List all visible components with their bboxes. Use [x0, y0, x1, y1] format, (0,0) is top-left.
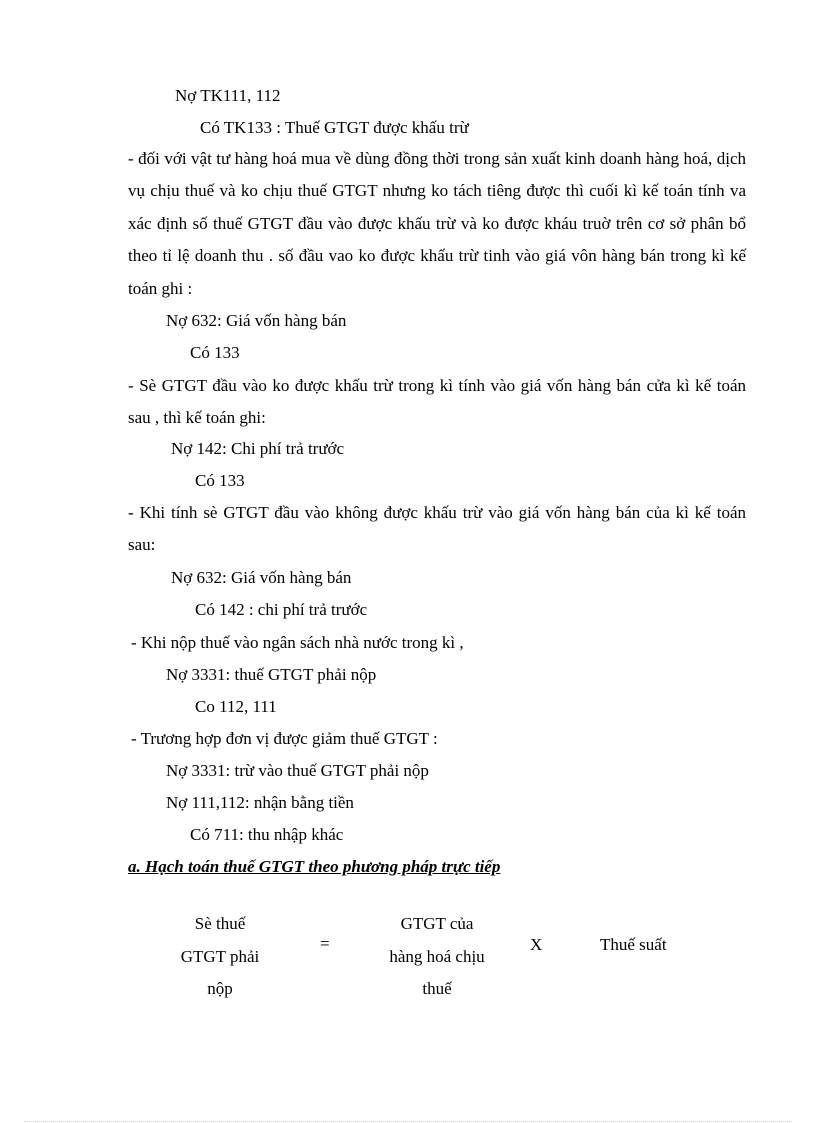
formula-times-sign: X: [530, 935, 543, 954]
formula-right-term: Thuế suất: [600, 935, 667, 954]
formula-equals-sign: =: [320, 934, 330, 953]
formula-left-line-1: Sè thuế: [194, 914, 246, 933]
formula-left-line-2: GTGT phải: [180, 946, 260, 966]
entry-co-711: Có 711: thu nhập khác: [190, 825, 344, 844]
entry-no-111-112: Nợ 111,112: nhận bằng tiền: [166, 793, 354, 812]
formula-left-line-3: nộp: [207, 979, 233, 998]
formula-left-term: [160, 908, 280, 1006]
formula-middle-line-1: GTGT của: [400, 914, 474, 933]
page-bottom-rule: [24, 1121, 792, 1122]
paragraph-nop-thue: - Khi nộp thuế vào ngân sách nhà nước trong kì ,: [131, 633, 464, 652]
entry-no-632-a: Nợ 632: Giá vốn hàng bán: [166, 311, 347, 330]
formula-middle-term: [372, 908, 502, 1006]
entry-no-142: Nợ 142: Chi phí trả trước: [171, 439, 345, 458]
formula-middle-line-2: hàng hoá chịu: [389, 946, 485, 966]
entry-no-3331-b: Nợ 3331: trừ vào thuế GTGT phải nộp: [166, 761, 429, 780]
entry-co-tk133: Có TK133 : Thuế GTGT được khấu trừ: [200, 118, 469, 137]
paragraph-giam-thue: - Trương hợp đơn vị được giảm thuế GTGT :: [131, 729, 438, 748]
entry-co-133-b: Có 133: [195, 471, 245, 490]
paragraph-khi-tinh: - Khi tính sè GTGT đầu vào không được khấu trừ vào giá vốn hàng bán của kì kế toán sau:: [128, 503, 746, 555]
entry-no-632-b: Nợ 632: Giá vốn hàng bán: [171, 568, 352, 587]
formula-middle-line-3: thuế: [422, 979, 452, 998]
entry-co-112-111: Co 112, 111: [195, 697, 277, 716]
entry-co-133-a: Có 133: [190, 343, 240, 362]
entry-co-142: Có 142 : chi phí trả trước: [195, 600, 368, 619]
entry-no-tk111-112: Nợ TK111, 112: [175, 86, 281, 105]
paragraph-phan-bo: - đối với vật tư hàng hoá mua về dùng đồng thời trong sản xuất kinh doanh hàng hoá, dịch vụ chịu thuế và ko chịu thuế GTGT nhưng ko tách tiêng được thì cuối kì kế toán tính va xác định số thuế GTGT đầu vào được khấu trừ và ko được kháu truờ trên cơ sở phân bổ theo tỉ lệ doanh thu . số đầu vao ko được khấu trừ tinh vào giá vôn hàng bán trong kì kế toán ghi :: [128, 149, 746, 298]
entry-no-3331-a: Nợ 3331: thuế GTGT phải nộp: [166, 665, 377, 684]
section-heading: a. Hạch toán thuế GTGT theo phương pháp trực tiếp: [128, 857, 501, 876]
paragraph-ky-sau: - Sè GTGT đầu vào ko được khấu trừ trong kì tính vào giá vốn hàng bán cửa kì kế toán sau , thì kế toán ghi:: [128, 376, 746, 428]
